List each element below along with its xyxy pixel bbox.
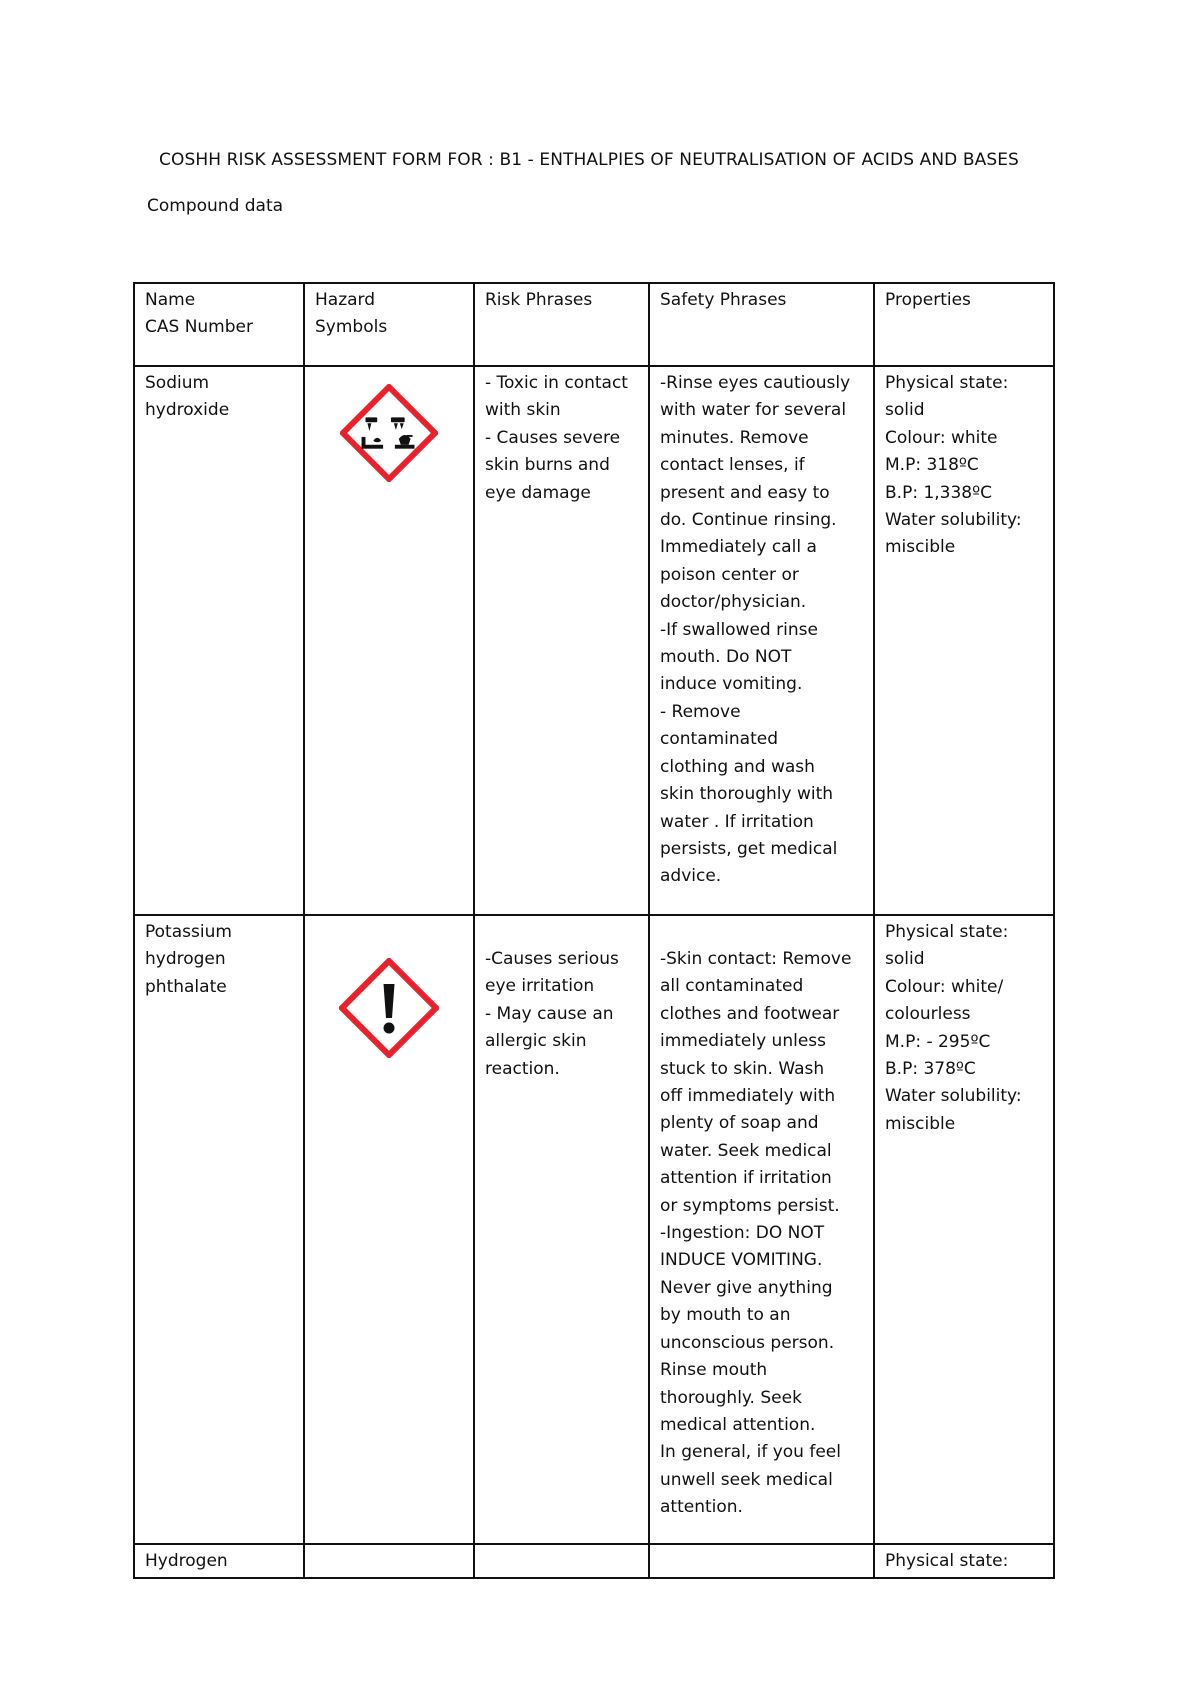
text-line: medical attention.: [660, 1414, 816, 1435]
safety-phrases: [649, 366, 874, 915]
text-line: -Skin contact: Remove: [660, 949, 852, 969]
text-line: attention.: [660, 1497, 743, 1518]
text-line: eye irritation: [485, 976, 595, 997]
text-line: water. Seek medical: [660, 1140, 832, 1161]
header-properties: [874, 283, 1054, 366]
text-line: with skin: [485, 400, 561, 421]
compound-name: [134, 915, 304, 1544]
text-line: Hydrogen: [145, 1551, 228, 1571]
text-line: Never give anything: [660, 1277, 833, 1298]
text-line: contact lenses, if: [660, 455, 805, 476]
text-line: Water solubility:: [885, 1086, 1022, 1107]
risk-phrases: [474, 915, 649, 1544]
properties: [874, 915, 1054, 1544]
properties: [874, 1544, 1054, 1578]
text-line: poison center or: [660, 564, 799, 585]
text-line: phthalate: [145, 976, 227, 997]
text-line: hydrogen: [145, 949, 226, 970]
text-line: solid: [885, 400, 925, 421]
risk-phrases: [474, 1544, 649, 1578]
text-line: Risk Phrases: [485, 290, 593, 310]
text-line: CAS Number: [145, 317, 253, 338]
text-line: solid: [885, 949, 925, 970]
text-line: present and easy to: [660, 482, 830, 503]
text-line: allergic skin: [485, 1031, 587, 1052]
text-line: plenty of soap and: [660, 1113, 819, 1134]
hazard-symbol-cell: [304, 1544, 474, 1578]
safety-phrases: [649, 1544, 874, 1578]
properties: [874, 366, 1054, 915]
text-line: Properties: [885, 290, 971, 310]
text-line: by mouth to an: [660, 1305, 791, 1326]
text-line: Colour: white: [885, 427, 998, 448]
text-line: Colour: white/: [885, 976, 1004, 997]
corrosive-pictogram-icon: [340, 384, 438, 482]
text-line: -Causes serious: [485, 949, 619, 969]
text-line: Immediately call a: [660, 537, 817, 558]
text-line: unconscious person.: [660, 1332, 835, 1353]
compound-data-table: [133, 282, 1055, 1579]
risk-phrases: [474, 366, 649, 915]
text-line: B.P: 378ºC: [885, 1059, 976, 1080]
text-line: thoroughly. Seek: [660, 1387, 802, 1408]
text-line: skin thoroughly with: [660, 784, 834, 805]
safety-phrases: [649, 915, 874, 1544]
text-line: all contaminated: [660, 976, 804, 997]
text-line: with water for several: [660, 400, 847, 421]
text-line: Water solubility:: [885, 510, 1022, 531]
text-line: hydroxide: [145, 400, 230, 421]
text-line: miscible: [885, 1113, 956, 1134]
text-line: -Ingestion: DO NOT: [660, 1223, 825, 1244]
text-line: immediately unless: [660, 1031, 826, 1052]
exclamation-pictogram-icon: [339, 958, 439, 1058]
text-line: B.P: 1,338ºC: [885, 482, 992, 503]
text-line: Physical state:: [885, 373, 1009, 393]
header-safety-phrases: [649, 283, 874, 366]
text-line: miscible: [885, 537, 956, 558]
text-line: Rinse mouth: [660, 1360, 768, 1381]
text-line: colourless: [885, 1004, 971, 1025]
text-line: attention if irritation: [660, 1168, 832, 1189]
table-row: [134, 915, 1054, 1544]
text-line: INDUCE VOMITING.: [660, 1250, 823, 1271]
text-line: Physical state:: [885, 922, 1009, 942]
text-line: off immediately with: [660, 1086, 836, 1107]
text-line: Sodium: [145, 373, 210, 393]
text-line: M.P: 318ºC: [885, 455, 979, 476]
text-line: unwell seek medical: [660, 1469, 833, 1490]
hazard-symbol-cell: [304, 915, 474, 1544]
section-heading: Compound data: [147, 196, 284, 216]
text-line: M.P: - 295ºC: [885, 1031, 991, 1052]
text-line: Name: [145, 290, 196, 310]
text-line: In general, if you feel: [660, 1442, 841, 1463]
header-name: [134, 283, 304, 366]
compound-name: [134, 366, 304, 915]
text-line: clothing and wash: [660, 756, 815, 777]
text-line: doctor/physician.: [660, 592, 807, 613]
text-line: reaction.: [485, 1058, 560, 1079]
text-line: mouth. Do NOT: [660, 647, 792, 668]
text-line: advice.: [660, 866, 722, 887]
text-line: stuck to skin. Wash: [660, 1058, 825, 1079]
text-line: induce vomiting.: [660, 674, 803, 695]
text-line: water . If irritation: [660, 811, 814, 832]
text-line: - Causes severe: [485, 427, 621, 448]
form-title: COSHH RISK ASSESSMENT FORM FOR : B1 - ENTHALPIES OF NEUTRALISATION OF ACIDS AND BASES: [159, 150, 1019, 170]
hazard-symbol-cell: [304, 366, 474, 915]
text-line: eye damage: [485, 482, 591, 503]
text-line: Symbols: [315, 317, 388, 338]
text-line: contaminated: [660, 729, 778, 750]
compound-name: [134, 1544, 304, 1578]
table-row: [134, 366, 1054, 915]
table-row: [134, 1544, 1054, 1578]
text-line: do. Continue rinsing.: [660, 510, 837, 531]
text-line: Safety Phrases: [660, 290, 787, 310]
text-line: skin burns and: [485, 455, 610, 476]
text-line: clothes and footwear: [660, 1003, 840, 1024]
text-line: - Toxic in contact: [485, 373, 628, 393]
header-hazard-symbols: [304, 283, 474, 366]
header-risk-phrases: [474, 283, 649, 366]
text-line: Potassium: [145, 922, 232, 942]
table-header-row: [134, 283, 1054, 366]
text-line: - Remove: [660, 701, 741, 722]
text-line: -Rinse eyes cautiously: [660, 373, 851, 393]
text-line: minutes. Remove: [660, 427, 809, 448]
text-line: Physical state:: [885, 1551, 1009, 1571]
text-line: persists, get medical: [660, 838, 838, 859]
text-line: Hazard: [315, 290, 376, 310]
text-line: - May cause an: [485, 1003, 614, 1024]
text-line: -If swallowed rinse: [660, 619, 818, 640]
text-line: or symptoms persist.: [660, 1195, 840, 1216]
